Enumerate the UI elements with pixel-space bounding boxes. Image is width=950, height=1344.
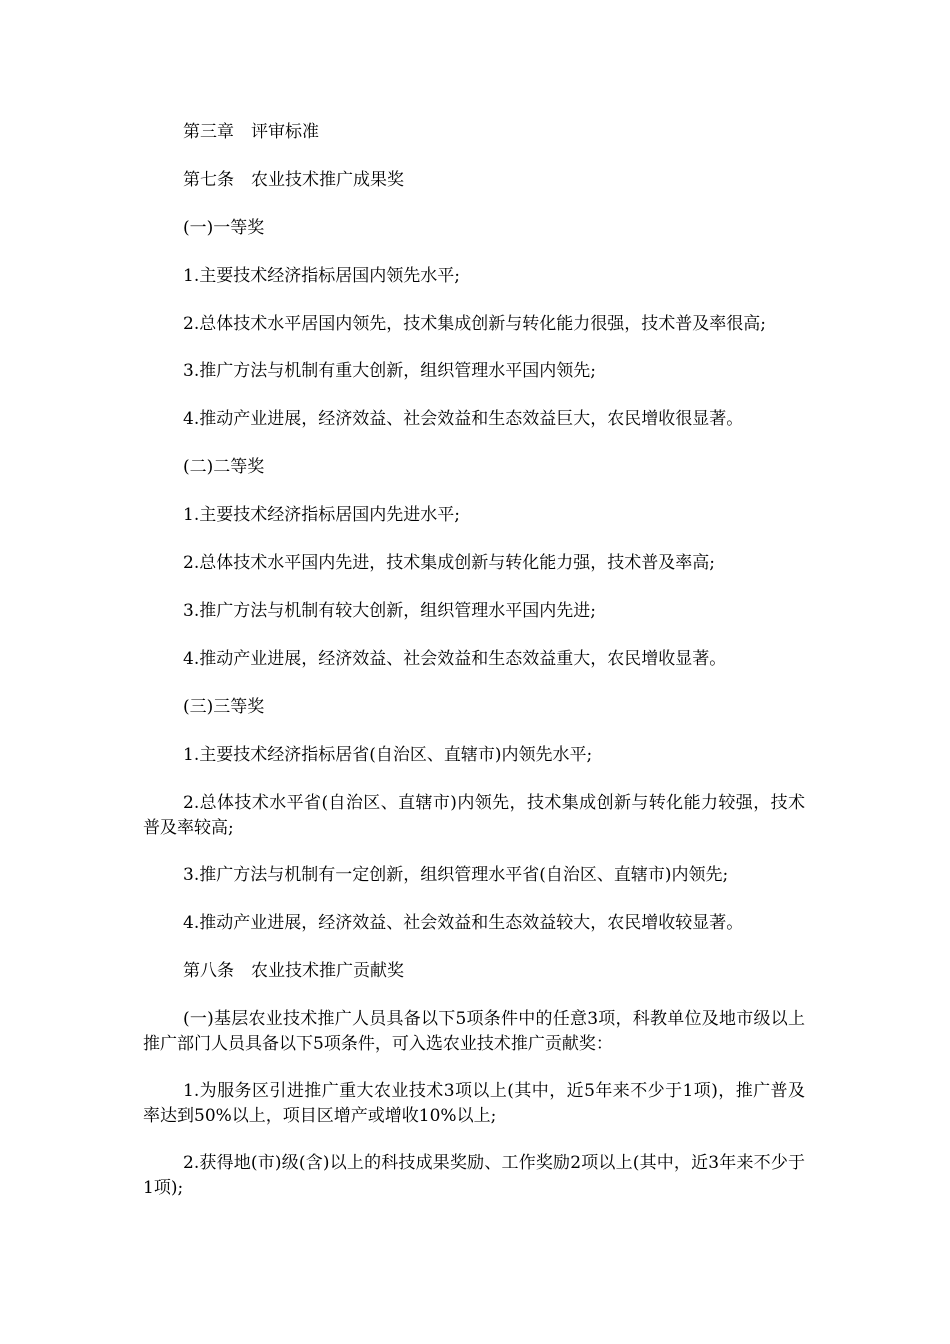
third-prize-item-3: 3.推广方法与机制有一定创新，组织管理水平省(自治区、直辖市)内领先; bbox=[183, 865, 729, 885]
first-prize-heading: (一)一等奖 bbox=[183, 218, 265, 238]
third-prize-item-1: 1.主要技术经济指标居省(自治区、直辖市)内领先水平; bbox=[183, 745, 593, 765]
second-prize-item-3: 3.推广方法与机制有较大创新，组织管理水平国内先进; bbox=[183, 601, 596, 621]
second-prize-item-2: 2.总体技术水平国内先进，技术集成创新与转化能力强，技术普及率高; bbox=[183, 553, 715, 573]
third-prize-item-2: 2.总体技术水平省(自治区、直辖市)内领先，技术集成创新与转化能力较强，技术普及率较高; bbox=[143, 793, 805, 838]
first-prize-item-3: 3.推广方法与机制有重大创新，组织管理水平国内领先; bbox=[183, 361, 596, 381]
contribution-item-2: 2.获得地(市)级(含)以上的科技成果奖励、工作奖励2项以上(其中，近3年来不少于1项); bbox=[143, 1153, 805, 1198]
second-prize-item-1: 1.主要技术经济指标居国内先进水平; bbox=[183, 505, 460, 525]
third-prize-item-4: 4.推动产业进展，经济效益、社会效益和生态效益较大，农民增收较显著。 bbox=[183, 913, 744, 933]
third-prize-heading: (三)三等奖 bbox=[183, 697, 265, 717]
document-page bbox=[143, 120, 805, 1223]
contribution-award-intro: (一)基层农业技术推广人员具备以下5项条件中的任意3项，科教单位及地市级以上推广部门人员具备以下5项条件，可入选农业技术推广贡献奖： bbox=[143, 1009, 805, 1054]
second-prize-heading: (二)二等奖 bbox=[183, 457, 265, 477]
first-prize-item-2: 2.总体技术水平居国内领先，技术集成创新与转化能力很强，技术普及率很高; bbox=[183, 314, 766, 334]
contribution-item-1: 1.为服务区引进推广重大农业技术3项以上(其中，近5年来不少于1项)，推广普及率达到50%以上，项目区增产或增收10%以上; bbox=[143, 1081, 805, 1126]
chapter-heading: 第三章 评审标准 bbox=[183, 122, 319, 142]
second-prize-item-4: 4.推动产业进展，经济效益、社会效益和生态效益重大，农民增收显著。 bbox=[183, 649, 727, 669]
article-8-heading: 第八条 农业技术推广贡献奖 bbox=[183, 961, 404, 981]
first-prize-item-1: 1.主要技术经济指标居国内领先水平; bbox=[183, 266, 460, 286]
article-7-heading: 第七条 农业技术推广成果奖 bbox=[183, 170, 404, 190]
first-prize-item-4: 4.推动产业进展，经济效益、社会效益和生态效益巨大，农民增收很显著。 bbox=[183, 409, 744, 429]
